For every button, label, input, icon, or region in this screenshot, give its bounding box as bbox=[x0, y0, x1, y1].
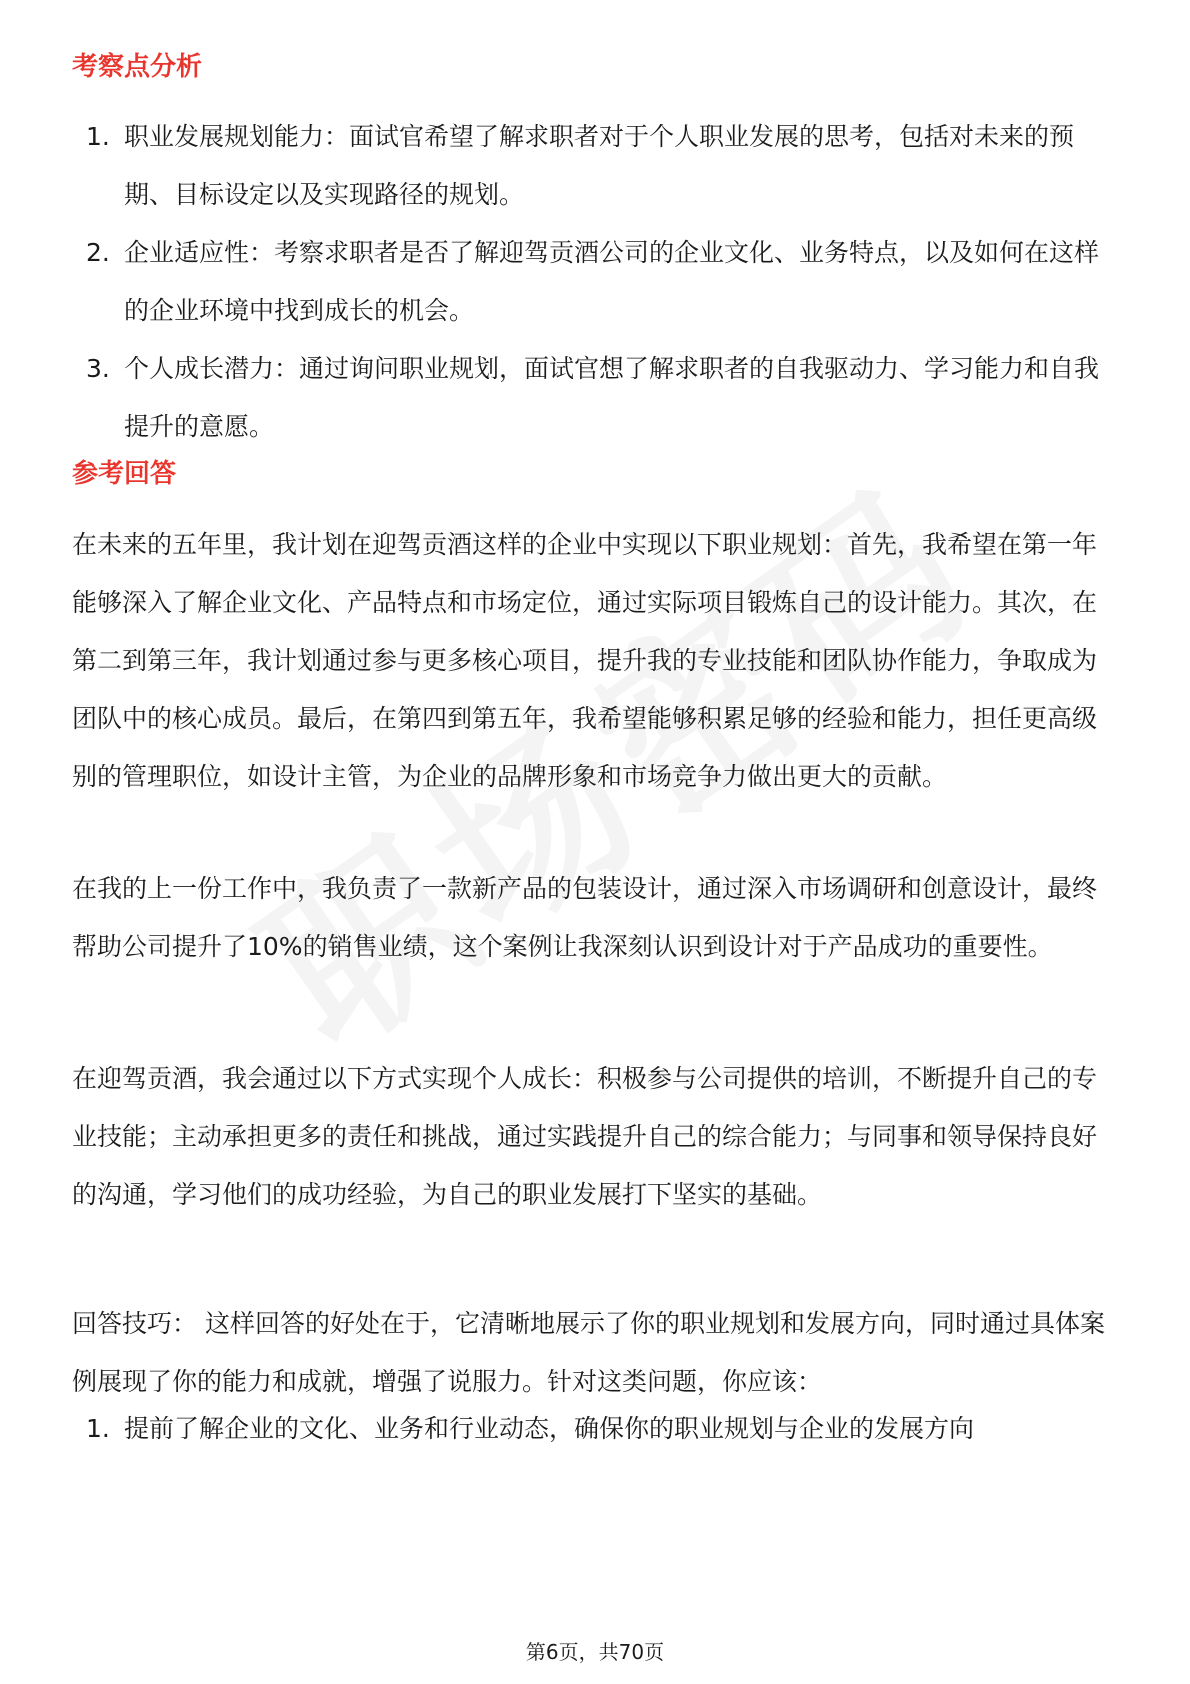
list-number: 3. bbox=[86, 354, 110, 383]
analysis-list bbox=[72, 108, 1118, 456]
list-item bbox=[72, 340, 1118, 456]
answer-paragraph-2: 在我的上一份工作中，我负责了一款新产品的包装设计，通过深入市场调研和创意设计，最终帮助公司提升了10%的销售业绩，这个案例让我深刻认识到设计对于产品成功的重要性。 bbox=[72, 874, 1098, 961]
list-number: 1. bbox=[86, 122, 110, 151]
answer-paragraph-1: 在未来的五年里，我计划在迎驾贡酒这样的企业中实现以下职业规划：首先，我希望在第一年能够深入了解企业文化、产品特点和市场定位，通过实际项目锻炼自己的设计能力。其次，在第二到第三年，我计划通过参与更多核心项目，提升我的专业技能和团队协作能力，争取成为团队中的核心成员。最后，在第四到第五年，我希望能够积累足够的经验和能力，担任更高级别的管理职位，如设计主管，为企业的品牌形象和市场竞争力做出更大的贡献。 bbox=[72, 530, 1098, 791]
tips-list bbox=[72, 1400, 1118, 1458]
list-item-text: 提前了解企业的文化、业务和行业动态，确保你的职业规划与企业的发展方向 bbox=[124, 1414, 975, 1443]
page-number-footer: 第6页，共70页 bbox=[525, 1640, 665, 1664]
section-heading-analysis: 考察点分析 bbox=[72, 52, 203, 82]
list-item bbox=[72, 108, 1118, 224]
list-number: 2. bbox=[86, 238, 110, 267]
list-number: 1. bbox=[86, 1414, 110, 1443]
list-item-text: 企业适应性：考察求职者是否了解迎驾贡酒公司的企业文化、业务特点，以及如何在这样的企业环境中找到成长的机会。 bbox=[124, 238, 1100, 325]
list-item bbox=[72, 1400, 1118, 1458]
section-heading-reference-answer: 参考回答 bbox=[72, 459, 177, 489]
list-item-text: 个人成长潜力：通过询问职业规划，面试官想了解求职者的自我驱动力、学习能力和自我提升的意愿。 bbox=[124, 354, 1100, 441]
list-item-text: 职业发展规划能力：面试官希望了解求职者对于个人职业发展的思考，包括对未来的预期、目标设定以及实现路径的规划。 bbox=[124, 122, 1075, 209]
list-item bbox=[72, 224, 1118, 340]
answer-paragraph-3: 在迎驾贡酒，我会通过以下方式实现个人成长：积极参与公司提供的培训，不断提升自己的专业技能；主动承担更多的责任和挑战，通过实践提升自己的综合能力；与同事和领导保持良好的沟通，学习他们的成功经验，为自己的职业发展打下坚实的基础。 bbox=[72, 1064, 1098, 1209]
answer-tips-paragraph: 回答技巧： 这样回答的好处在于，它清晰地展示了你的职业规划和发展方向，同时通过具体案例展现了你的能力和成就，增强了说服力。针对这类问题，你应该： bbox=[72, 1309, 1105, 1396]
